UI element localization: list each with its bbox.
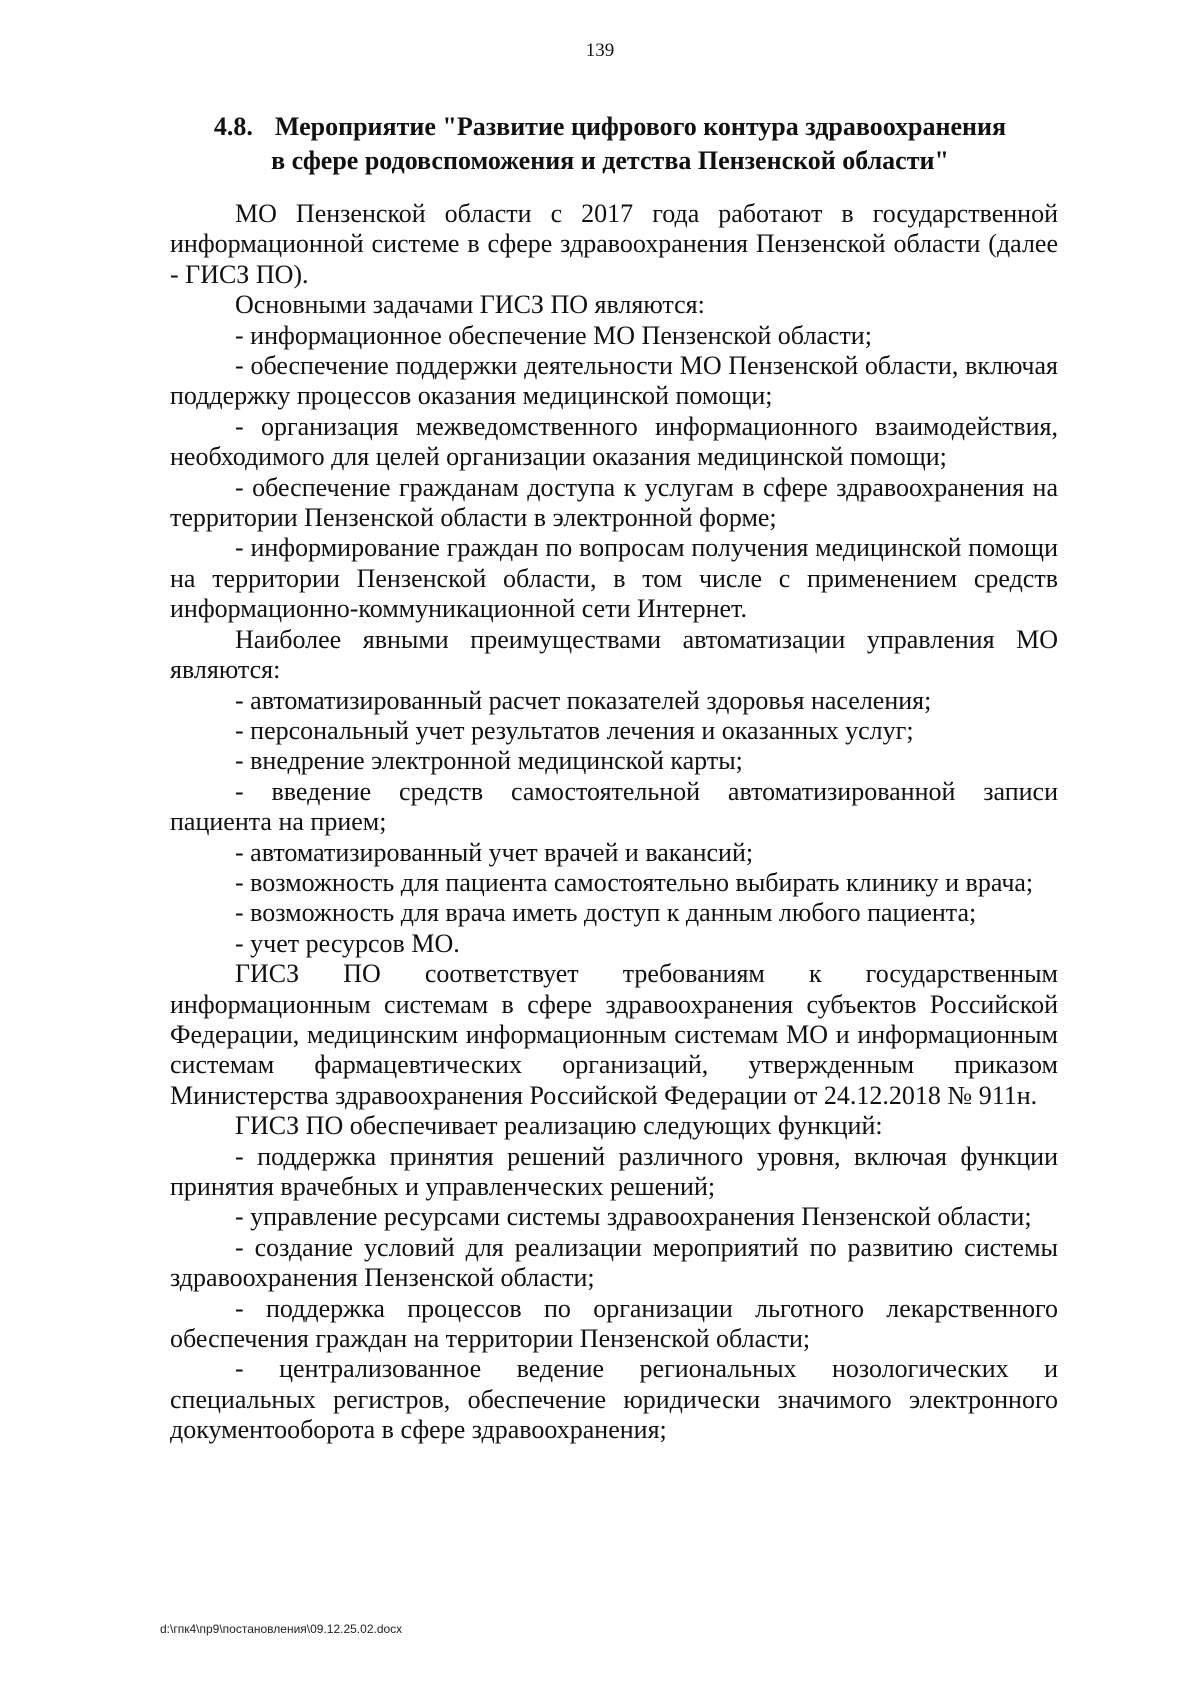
list-item: - управление ресурсами системы здравоохранения Пензенской области;	[235, 1202, 1032, 1232]
list-item: - внедрение электронной медицинской карты;	[235, 746, 743, 776]
list-item: - поддержка процессов по организации льготного лекарственного обеспечения граждан на территории Пензенской области;	[170, 1293, 1058, 1354]
page-number: 139	[585, 40, 615, 61]
heading-title-part-1: Мероприятие "Развитие цифрового контура здравоохранения	[274, 112, 1007, 141]
list-item: - возможность для врача иметь доступ к данным любого пациента;	[235, 898, 977, 928]
list-item: - централизованное ведение региональных нозологических и специальных регистров, обеспечение юридически значимого электронного документооборота в сфере здравоохранения;	[170, 1354, 1058, 1445]
list-item: - обеспечение гражданам доступа к услугам в сфере здравоохранения на территории Пензенской области в электронной форме;	[170, 472, 1058, 533]
section-heading	[160, 110, 1060, 178]
paragraph: ГИСЗ ПО соответствует требованиям к государственным информационным системам в сфере здравоохранения субъектов Российской Федерации, медицинским информационным системам МО и информационным системам фармацевтических организаций, утвержденным приказом Министерства здравоохранения Российской Федерации от 24.12.2018 № 911н.	[170, 959, 1058, 1110]
list-item: - обеспечение поддержки деятельности МО Пензенской области, включая поддержку процессов оказания медицинской помощи;	[170, 351, 1058, 411]
list-item: - учет ресурсов МО.	[235, 928, 460, 958]
list-item: - возможность для пациента самостоятельно выбирать клинику и врача;	[235, 867, 1034, 897]
heading-line-1	[160, 110, 1060, 144]
list-item: - создание условий для реализации мероприятий по развитию системы здравоохранения Пензенской области;	[170, 1232, 1058, 1293]
paragraph: Основными задачами ГИСЗ ПО являются:	[235, 290, 705, 320]
list-item: - автоматизированный учет врачей и вакансий;	[235, 837, 754, 867]
heading-line-2: в сфере родовспоможения и детства Пензенской области"	[271, 146, 949, 175]
list-item: - организация межведомственного информационного взаимодействия, необходимого для целей организации оказания медицинской помощи;	[170, 411, 1058, 472]
list-item: - информирование граждан по вопросам получения медицинской помощи на территории Пензенской области, в том числе с применением средств информационно-коммуникационной сети Интернет.	[170, 533, 1058, 624]
paragraph: ГИСЗ ПО обеспечивает реализацию следующих функций:	[235, 1111, 883, 1141]
list-item: - персональный учет результатов лечения и оказанных услуг;	[235, 715, 914, 745]
list-item: - информационное обеспечение МО Пензенской области;	[235, 320, 872, 350]
list-item: - поддержка принятия решений различного уровня, включая функции принятия врачебных и управленческих решений;	[170, 1141, 1058, 1201]
paragraph: Наиболее явными преимуществами автоматизации управления МО являются:	[170, 624, 1058, 685]
heading-number: 4.8.	[213, 112, 253, 141]
list-item: - автоматизированный расчет показателей здоровья населения;	[235, 685, 932, 715]
file-path-footer: d:\гпк4\пр9\постановления\09.12.25.02.docx	[160, 1622, 403, 1636]
document-body	[170, 199, 1058, 1446]
list-item: - введение средств самостоятельной автоматизированной записи пациента на прием;	[170, 776, 1058, 837]
paragraph: МО Пензенской области с 2017 года работают в государственной информационной системе в сфере здравоохранения Пензенской области (далее - ГИСЗ ПО).	[170, 199, 1058, 289]
